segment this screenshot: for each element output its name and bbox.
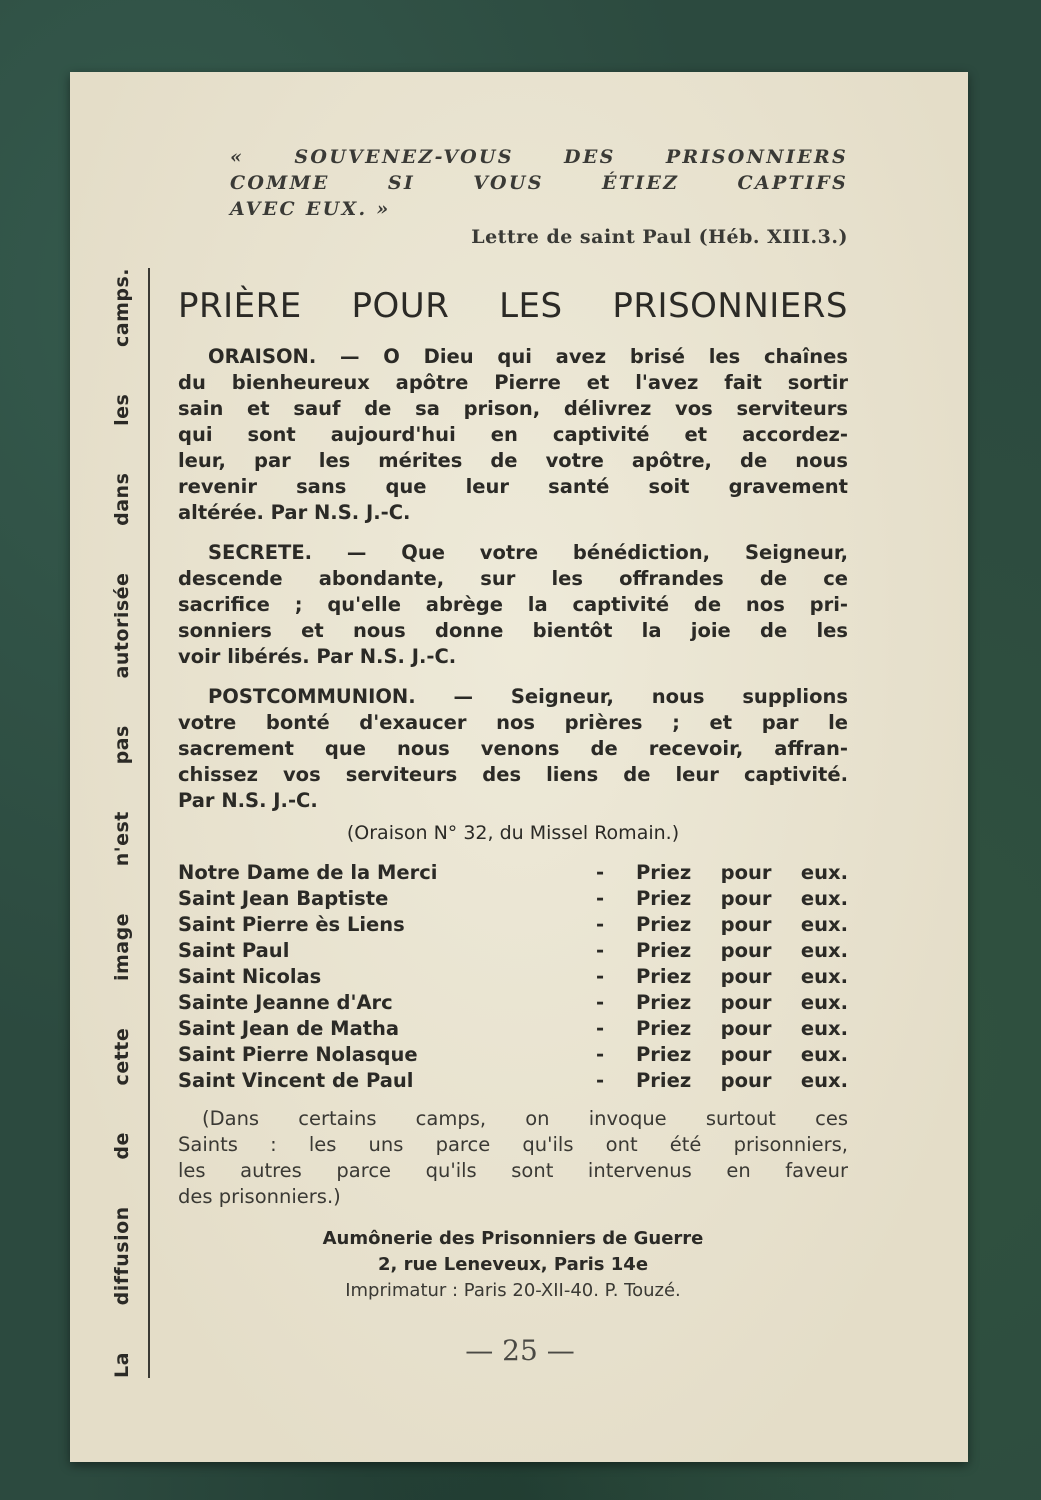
litany-response: Priez pour eux. bbox=[636, 1069, 848, 1092]
litany-response: Priez pour eux. bbox=[636, 913, 848, 936]
postcommunion-line: chissez vos serviteurs des liens de leur captivité. bbox=[178, 763, 848, 786]
litany-row bbox=[178, 990, 848, 1016]
litany-response: Priez pour eux. bbox=[636, 1017, 848, 1040]
epigraph-line: COMME SI VOUS ÉTIEZ CAPTIFS bbox=[230, 172, 848, 194]
secrete-line: descende abondante, sur les offrandes de ce bbox=[178, 567, 848, 590]
oraison-paragraph bbox=[178, 344, 848, 526]
litany-dash: - bbox=[596, 913, 605, 936]
litany-row bbox=[178, 964, 848, 990]
oraison-line: revenir sans que leur santé soit gravement bbox=[178, 475, 848, 498]
saint-name: Notre Dame de la Merci bbox=[178, 861, 438, 884]
saint-name: Saint Paul bbox=[178, 939, 290, 962]
saint-name: Saint Jean Baptiste bbox=[178, 887, 389, 910]
litany-dash: - bbox=[596, 887, 605, 910]
litany-row bbox=[178, 912, 848, 938]
saint-name: Saint Pierre ès Liens bbox=[178, 913, 405, 936]
secrete-line: SECRETE. — Que votre bénédiction, Seigneur, bbox=[208, 541, 848, 564]
sidebar-notice-text: La diffusion de cette image n'est pas autorisée dans les camps. bbox=[111, 268, 133, 1378]
sidebar-rule bbox=[148, 268, 150, 1378]
saint-name: Saint Jean de Matha bbox=[178, 1017, 400, 1040]
litany-dash: - bbox=[596, 861, 605, 884]
oraison-line: leur, par les mérites de votre apôtre, de nous bbox=[178, 449, 848, 472]
secrete-line: voir libérés. Par N.S. J.-C. bbox=[178, 645, 457, 668]
note-line: les autres parce qu'ils sont intervenus en faveur bbox=[178, 1159, 848, 1182]
oraison-line: qui sont aujourd'hui en captivité et accordez- bbox=[178, 423, 848, 446]
postcommunion-paragraph bbox=[178, 684, 848, 814]
litany-response: Priez pour eux. bbox=[636, 1043, 848, 1066]
epigraph-source: Lettre de saint Paul (Héb. XIII.3.) bbox=[471, 226, 848, 248]
litany-response: Priez pour eux. bbox=[636, 861, 848, 884]
litany-response: Priez pour eux. bbox=[636, 887, 848, 910]
litany-row bbox=[178, 1042, 848, 1068]
epigraph-line: « SOUVENEZ-VOUS DES PRISONNIERS bbox=[230, 146, 848, 168]
saint-name: Saint Vincent de Paul bbox=[178, 1069, 414, 1092]
publisher-address: 2, rue Leneveux, Paris 14e bbox=[377, 1254, 649, 1275]
litany-dash: - bbox=[596, 939, 605, 962]
sidebar-notice bbox=[98, 268, 146, 1378]
litany-response: Priez pour eux. bbox=[636, 991, 848, 1014]
note-line: (Dans certains camps, on invoque surtout ces bbox=[202, 1107, 848, 1130]
prayer-card bbox=[70, 72, 968, 1462]
litany-row bbox=[178, 860, 848, 886]
litany-list bbox=[178, 860, 848, 1094]
saint-name: Sainte Jeanne d'Arc bbox=[178, 991, 393, 1014]
epigraph bbox=[230, 144, 848, 250]
camps-note bbox=[178, 1106, 848, 1210]
litany-row bbox=[178, 938, 848, 964]
saint-name: Saint Pierre Nolasque bbox=[178, 1043, 418, 1066]
postcommunion-line: POSTCOMMUNION. — Seigneur, nous supplions bbox=[208, 685, 848, 708]
postcommunion-line: votre bonté d'exaucer nos prières ; et par le bbox=[178, 711, 848, 734]
page-title: PRIÈRE POUR LES PRISONNIERS bbox=[178, 286, 848, 326]
litany-row bbox=[178, 1068, 848, 1094]
page-number: — 25 — bbox=[465, 1334, 575, 1367]
oraison-line: sain et sauf de sa prison, délivrez vos serviteurs bbox=[178, 397, 848, 420]
litany-response: Priez pour eux. bbox=[636, 965, 848, 988]
secrete-paragraph bbox=[178, 540, 848, 670]
epigraph-line: AVEC EUX. » bbox=[230, 198, 391, 220]
litany-dash: - bbox=[596, 1069, 605, 1092]
litany-dash: - bbox=[596, 1043, 605, 1066]
imprimatur: Imprimatur : Paris 20-XII-40. P. Touzé. bbox=[345, 1280, 681, 1301]
publisher-footer bbox=[178, 1226, 848, 1304]
oraison-line: du bienheureux apôtre Pierre et l'avez fait sortir bbox=[178, 371, 848, 394]
postcommunion-line: sacrement que nous venons de recevoir, affran- bbox=[178, 737, 848, 760]
note-line: des prisonniers.) bbox=[178, 1185, 341, 1208]
secrete-line: sonniers et nous donne bientôt la joie de les bbox=[178, 619, 848, 642]
secrete-line: sacrifice ; qu'elle abrège la captivité de nos pri- bbox=[178, 593, 848, 616]
litany-response: Priez pour eux. bbox=[636, 939, 848, 962]
oraison-line: altérée. Par N.S. J.-C. bbox=[178, 501, 411, 524]
missal-reference: (Oraison N° 32, du Missel Romain.) bbox=[346, 822, 680, 844]
litany-dash: - bbox=[596, 991, 605, 1014]
litany-dash: - bbox=[596, 965, 605, 988]
publisher-name: Aumônerie des Prisonniers de Guerre bbox=[322, 1228, 704, 1249]
saint-name: Saint Nicolas bbox=[178, 965, 322, 988]
postcommunion-line: Par N.S. J.-C. bbox=[178, 789, 318, 812]
litany-row bbox=[178, 886, 848, 912]
oraison-line: ORAISON. — O Dieu qui avez brisé les chaînes bbox=[208, 345, 848, 368]
litany-row bbox=[178, 1016, 848, 1042]
litany-dash: - bbox=[596, 1017, 605, 1040]
note-line: Saints : les uns parce qu'ils ont été prisonniers, bbox=[178, 1133, 848, 1156]
